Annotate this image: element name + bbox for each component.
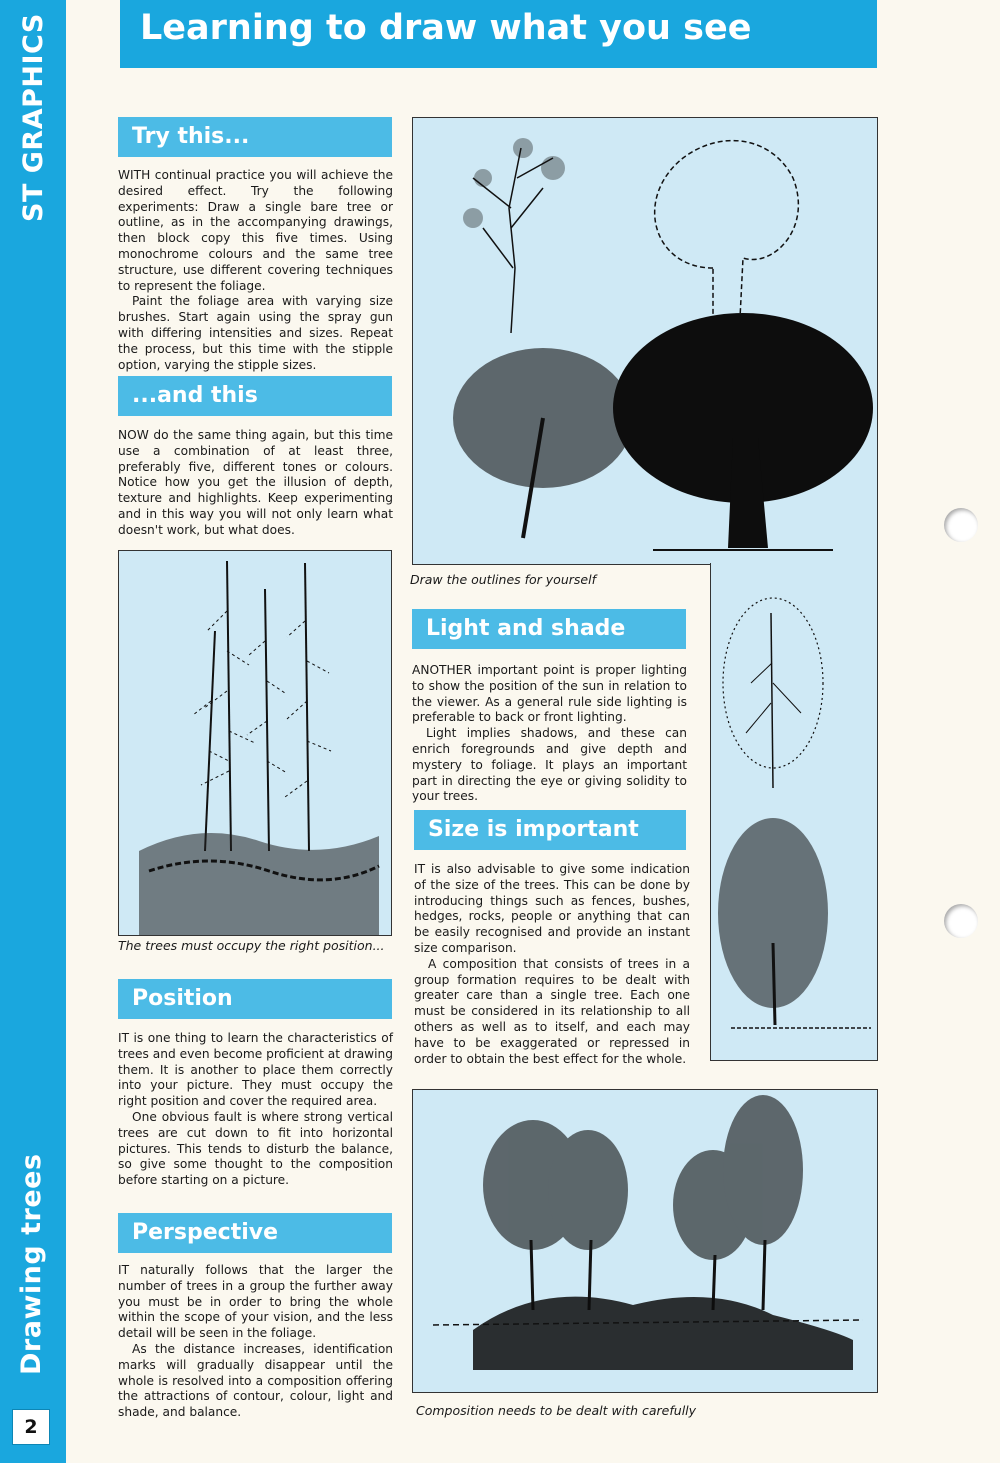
- heading-light-shade: Light and shade: [412, 609, 686, 649]
- heading-and-this: ...and this: [118, 376, 392, 416]
- title-banner: [120, 0, 877, 68]
- binder-hole: [944, 508, 978, 542]
- four-trees-drawing: [413, 118, 877, 564]
- paragraph: Light implies shadows, and these can enrich foregrounds and give depth and mystery to foliage. It plays an important part in directing the eye or giving solidity to your trees.: [412, 726, 687, 804]
- perspective-text: [118, 1263, 393, 1421]
- and-this-text: [118, 428, 393, 539]
- birch-trees-illustration: [710, 563, 878, 1061]
- four-trees-illustration: [412, 117, 878, 565]
- caption-outlines: Draw the outlines for yourself: [410, 572, 596, 587]
- topic-label: Drawing trees: [16, 1153, 47, 1375]
- paragraph: ANOTHER important point is proper lighting to show the position of the sun in relation to the viewer. As a general rule side lighting is preferable to back or front lighting.: [412, 663, 687, 725]
- paragraph: IT naturally follows that the larger the number of trees in a group the further away you must be in order to bring the whole within the scope of your vision, and the less detail will be seen in the foliage.: [118, 1263, 393, 1341]
- section-label: ST GRAPHICS: [18, 13, 49, 222]
- paragraph: NOW do the same thing again, but this time use a combination of at least three, preferably five, different tones or colours. Notice how you get the illusion of depth, texture and highlights. Keep experimenting and in this way you will not only learn what doesn't work, but what does.: [118, 428, 393, 537]
- tall-trees-illustration: [118, 550, 392, 936]
- size-text: [414, 862, 690, 1067]
- page-title: Learning to draw what you see: [140, 8, 752, 48]
- light-shade-text: [412, 663, 687, 805]
- page-number: 2: [12, 1409, 50, 1445]
- caption-composition: Composition needs to be dealt with carefully: [416, 1403, 697, 1418]
- composition-illustration: [412, 1089, 878, 1393]
- paragraph: One obvious fault is where strong vertical trees are cut down to fit into horizontal pictures. This tends to disturb the balance, so give some thought to the composition before starting on a picture.: [118, 1109, 393, 1188]
- paragraph: IT is also advisable to give some indication of the size of the trees. This can be done by introducing things such as fences, bushes, hedges, rocks, people or anything that can be easily recognised and provide an instant size comparison.: [414, 862, 690, 955]
- caption-position: The trees must occupy the right position...: [118, 938, 385, 953]
- position-text: [118, 1031, 393, 1189]
- composition-drawing: [413, 1090, 877, 1392]
- heading-position: Position: [118, 979, 392, 1019]
- paragraph: Paint the foliage area with varying size brushes. Start again using the spray gun with differing intensities and sizes. Repeat the process, but this time with the stipple option, varying the stipple sizes.: [118, 294, 393, 372]
- try-this-text: [118, 168, 393, 373]
- paragraph: IT is one thing to learn the characteristics of trees and even become proficient at drawing them. It is another to place them correctly into your picture. They must occupy the right position and cover the required area.: [118, 1031, 393, 1109]
- paragraph: As the distance increases, identification marks will gradually disappear until the whole is resolved into a composition offering the attractions of contour, colour, light and shade, and balance.: [118, 1341, 393, 1420]
- binder-hole: [944, 904, 978, 938]
- birch-trees-drawing: [711, 563, 877, 1060]
- paragraph: A composition that consists of trees in a group formation requires to be dealt with greater care than a single tree. Each one must be considered in its relationship to all others as well as to itself, and each may have to be exaggerated or repressed in order to obtain the best effect for the whole.: [414, 956, 690, 1066]
- paragraph: WITH continual practice you will achieve the desired effect. Try the following experiments: Draw a single bare tree or outline, as in the accompanying drawings, then block copy this five times. Using monochrome colours and the same tree structure, use different covering techniques to represent the foliage.: [118, 168, 393, 293]
- sidebar: [0, 0, 66, 1463]
- heading-size: Size is important: [414, 810, 686, 850]
- tall-trees-drawing: [119, 551, 391, 935]
- heading-perspective: Perspective: [118, 1213, 392, 1253]
- heading-try-this: Try this...: [118, 117, 392, 157]
